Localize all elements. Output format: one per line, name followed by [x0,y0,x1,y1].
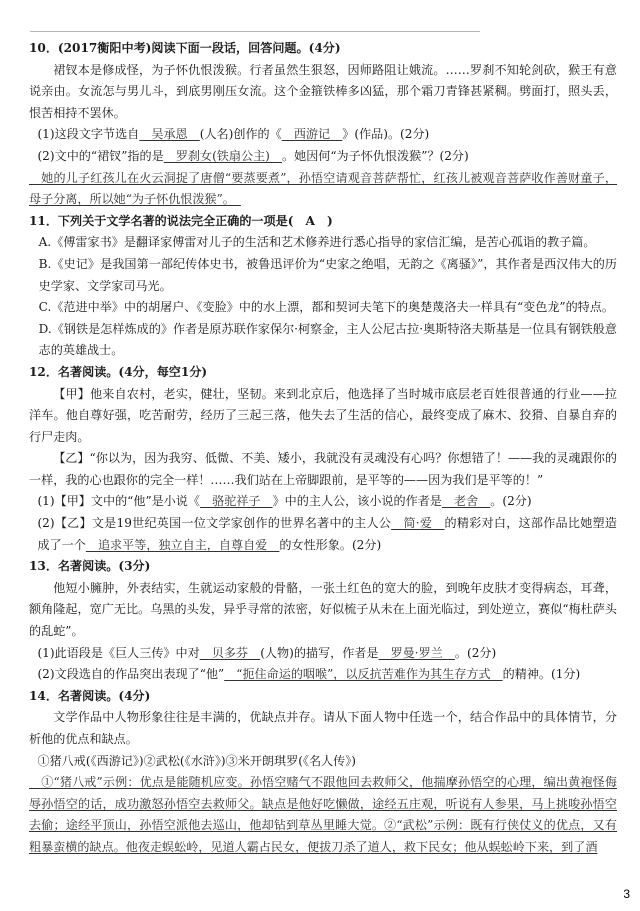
header-rule [30,31,480,32]
q11-option-b: B.《史记》是我国第一部纪传体史书，被鲁迅评价为“史家之绝唱，无韵之《离骚》”，其作者是西汉伟大的历史学家、文学家司马光。 [38,256,617,293]
answer-blank: 贝多芬 [199,645,261,660]
q12-sub1: (1)【甲】文中的“他”是小说《 骆驼祥子 》中的主人公，该小说的作者是 老舍 。(2分) [37,494,532,509]
answer-blank: 老舍 [441,494,491,509]
q12-sub2: (2)【乙】文是19世纪英国一位文学家创作的世界名著中的主人公 简·爱 的精彩对白，这部作品比她塑造成了一个 追求平等，独立自主，自尊自爱 的女性形象。(2分) [37,516,617,552]
answer-blank: 骆驼祥子 [200,494,273,509]
q11-option-c: C.《范进中举》中的胡屠户、《变脸》中的水上漂，都和契诃夫笔下的奥楚蔑洛夫一样具有“变色龙”的特点。 [38,300,614,315]
q12-passage-jia: 【甲】他来自农村，老实，健壮，坚韧。来到北京后，他选择了当时城市底层老百姓很普通的行业——拉洋车。他自尊好强，吃苦耐劳，经历了三起三落，他失去了生活的信心，最终变成了麻木、狡猾、自暴自弃的行尸走肉。 [29,386,617,444]
q11-answer: ( A ) [287,213,333,228]
page-number: 3 [623,887,630,901]
q13-sub2: (2)文段选自的作品突出表现了“他” “扼住命运的咽喉”，以反抗苦难作为其生存方式 的精神。(1分) [37,667,581,682]
answer-blank: 西游记 [281,127,343,142]
q12-heading: 12．名著阅读。(4分，每空1分) [29,364,208,379]
q10-answer: 她的儿子红孩儿在火云洞捉了唐僧“要蒸要煮”，孙悟空请观音菩萨帮忙，红孩儿被观音菩萨收作善财童子，母子分离，所以她“为子怀仇恨泼猴”。 [29,170,617,207]
q14-passage: 文学作品中人物形象往往是丰满的，优缺点并存。请从下面人物中任选一个，结合作品中的具体情节，分析他的优点和缺点。 [29,710,617,746]
q13-heading: 13．名著阅读。(3分) [29,559,151,574]
answer-blank: “扼住命运的咽喉”，以反抗苦难作为其生存方式 [224,667,503,682]
q10-sub1: (1)这段文字节选自 吴承恩 (人名)创作的《 西游记 》(作品)。(2分) [37,127,430,142]
answer-blank: 追求平等，独立自主，自尊自爱 [85,537,280,552]
answer-blank: 罗刹女(铁扇公主) [163,148,282,163]
answer-blank: 罗曼·罗兰 [378,645,455,660]
answer-blank: 吴承恩 [139,127,200,142]
q10-sub2: (2)文中的“裙钗”指的是 罗刹女(铁扇公主) 。她因何“为子怀仇恨泼猴”？(2分) [37,148,469,163]
q13-passage: 他短小臃肿，外表结实，生就运动家般的骨骼，一张土红色的宽大的脸，到晚年皮肤才变得病态，耳聋，额角隆起，宽广无比。乌黑的头发，异乎寻常的浓密，好似梳子从未在上面光临过，到处逆立，赛似“梅杜萨头的乱蛇”。 [29,580,617,639]
q14-answer: ①“猪八戒”示例：优点是能随机应变。孙悟空赌气不跟他回去救师父，他揣摩孙悟空的心理，编出黄袍怪侮辱孙悟空的话，成功激怒孙悟空去救师父。缺点是他好吃懒做，途经五庄观，听说有人参果，马上挑唆孙悟空去偷；途经平顶山，孙悟空派他去巡山，他却钻到草丛里睡大觉。②“武松”示例：既有行侠仗义的优点，又有粗暴蛮横的缺点。他夜走蜈蚣岭，见道人霸占民女，便拔刀杀了道人，救下民女；他从蜈蚣岭下来，到了酒 [29,775,617,854]
worksheet-body [29,38,617,859]
q13-sub1: (1)此语段是《巨人三传》中对 贝多芬 (人物)的描写，作者是 罗曼·罗兰 。(2分) [37,645,497,660]
q11-heading: 11．下列关于文学名著的说法完全正确的一项是( A ) [29,213,333,228]
answer-blank: 简·爱 [391,516,445,531]
q14-heading: 14．名著阅读。(4分) [29,688,151,703]
q11-option-a: A.《傅雷家书》是翻译家傅雷对儿子的生活和艺术修养进行悉心指导的家信汇编，是苦心孤诣的教子篇。 [38,235,596,250]
q10-passage: 裙钗本是修成怪，为子怀仇恨泼猴。行者虽然生狠怒，因师路阻让娥流。……罗刹不知轮剑砍，猴王有意说亲由。女流怎与男儿斗，到底男刚压女流。这个金箍铁棒多凶猛，那个霜刀青锋甚紧稠。劈面打，照头丢，恨苦相持不罢休。 [29,62,617,120]
q11-option-d: D.《钢铁是怎样炼成的》作者是原苏联作家保尔·柯察金，主人公尼古拉·奥斯特洛夫斯基是一位具有钢铁般意志的英雄战士。 [38,321,617,358]
q14-choices: ①猪八戒(《西游记》)②武松(《水浒》)③米开朗琪罗(《名人传》) [37,753,357,768]
q12-passage-yi: 【乙】“你以为，因为我穷、低微、不美、矮小，我就没有灵魂没有心吗？你想错了！——我的灵魂跟你的一样，我的心也跟你的完全一样！……我们站在上帝脚跟前，是平等的——因为我们是平等的！” [29,451,617,487]
q10-heading: 10．(2017衡阳中考)阅读下面一段话，回答问题。(4分) [29,41,341,55]
